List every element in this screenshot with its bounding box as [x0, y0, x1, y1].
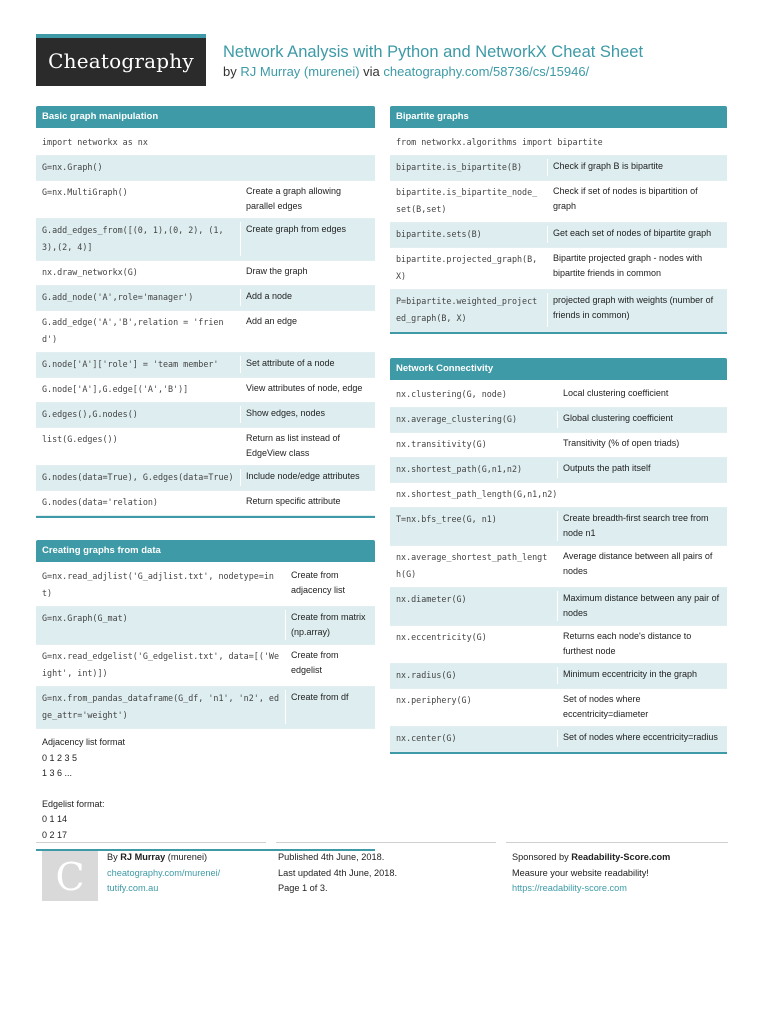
cheatography-logo[interactable] [36, 34, 206, 86]
code-snippet: nx.radius(G) [396, 670, 457, 680]
table-row [36, 353, 375, 378]
code-description: Include node/edge attributes [240, 469, 375, 486]
author-avatar [42, 851, 98, 901]
edgelist-format-line: 0 2 17 [42, 829, 68, 840]
table-row [36, 261, 375, 286]
code-description: Local clustering coefficient [557, 386, 727, 403]
section-rows [390, 380, 727, 752]
table-row [390, 383, 727, 408]
code-snippet: G.nodes(data=True), G.edges(data=True) [42, 472, 234, 482]
code-snippet: G.nodes(data='relation) [42, 497, 158, 507]
footer-author-name: RJ Murray [120, 852, 166, 862]
table-row [36, 428, 375, 466]
table-row [36, 466, 375, 491]
footer-divider [506, 842, 728, 843]
code-snippet: P=bipartite.weighted_projected_graph(B, X) [396, 296, 538, 323]
code-description: Add an edge [240, 314, 375, 348]
code-snippet: nx.center(G) [396, 733, 457, 743]
section-title: Creating graphs from data [36, 540, 375, 562]
table-row [390, 181, 727, 223]
code-snippet: G.add_edges_from([(0, 1),(0, 2), (1, 3),(2, 4)] [42, 225, 224, 252]
section-creating-graphs [36, 540, 375, 851]
section-rows [36, 128, 375, 516]
table-row [390, 458, 727, 483]
code-snippet: bipartite.sets(B) [396, 229, 482, 239]
code-snippet: nx.periphery(G) [396, 695, 472, 705]
code-description: Show edges, nodes [240, 406, 375, 423]
sponsor-tagline: Measure your website readability! [512, 867, 649, 878]
table-row [390, 588, 727, 626]
section-rows [390, 128, 727, 332]
code-description: Return as list instead of EdgeView class [240, 431, 375, 461]
section-title: Bipartite graphs [390, 106, 727, 128]
code-description: Create from matrix (np.array) [285, 610, 375, 640]
table-row [36, 491, 375, 516]
table-row [390, 508, 727, 546]
table-row [390, 689, 727, 727]
table-row [36, 378, 375, 403]
code-description: Create breadth-first search tree from node n1 [557, 511, 727, 541]
table-row [390, 248, 727, 290]
edgelist-format-title: Edgelist format: [42, 798, 105, 809]
code-description: projected graph with weights (number of friends in common) [547, 293, 727, 327]
code-description: Average distance between all pairs of nodes [557, 549, 727, 583]
logo-text: Cheatography [48, 49, 194, 73]
code-snippet: import networkx as nx [42, 137, 148, 147]
code-description: Global clustering coefficient [557, 411, 727, 428]
table-row [390, 483, 727, 508]
table-row [36, 607, 375, 645]
code-snippet: bipartite.is_bipartite_node_set(B,set) [396, 187, 538, 214]
code-snippet: G=nx.read_adjlist('G_adjlist.txt', nodetype=int) [42, 571, 274, 598]
table-row [36, 131, 375, 156]
code-snippet: nx.average_clustering(G) [396, 414, 518, 424]
code-snippet: G.node['A']['role'] = 'team member' [42, 359, 219, 369]
page-number: Page 1 of 3. [278, 883, 328, 893]
table-row [390, 664, 727, 689]
code-snippet: nx.average_shortest_path_length(G) [396, 552, 548, 579]
code-description: Minimum eccentricity in the graph [557, 667, 727, 684]
table-row [390, 408, 727, 433]
sponsored-by-label: Sponsored by [512, 852, 569, 862]
published-date: Published 4th June, 2018. [278, 852, 385, 862]
author-link[interactable]: RJ Murray (murenei) [240, 64, 360, 79]
code-description: View attributes of node, edge [240, 381, 375, 398]
section-title: Basic graph manipulation [36, 106, 375, 128]
code-description: Set of nodes where eccentricity=diameter [557, 692, 727, 722]
sheet-url-link[interactable]: cheatography.com/58736/cs/15946/ [383, 64, 590, 79]
byline-by: by [223, 64, 237, 79]
code-snippet: bipartite.is_bipartite(B) [396, 162, 523, 172]
code-snippet: G.edges(),G.nodes() [42, 409, 138, 419]
code-snippet: G.add_node('A',role='manager') [42, 292, 194, 302]
code-description: Create from adjacency list [285, 568, 375, 602]
code-snippet: G=nx.Graph(G_mat) [42, 613, 128, 623]
code-description: Set of nodes where eccentricity=radius [557, 730, 727, 747]
code-snippet: nx.transitivity(G) [396, 439, 487, 449]
table-row [390, 727, 727, 752]
code-description: Get each set of nodes of bipartite graph [547, 226, 727, 243]
adjacency-format-line: 0 1 2 3 5 [42, 752, 78, 763]
table-row [390, 546, 727, 588]
adjacency-format-title: Adjacency list format [42, 737, 126, 747]
adjacency-format-line: 1 3 6 ... [42, 768, 73, 778]
code-snippet: nx.shortest_path_length(G,n1,n2) [396, 489, 558, 499]
table-row [36, 687, 375, 729]
code-snippet: G.node['A'],G.edge[('A','B')] [42, 384, 189, 394]
table-row [390, 433, 727, 458]
code-description: Check if graph B is bipartite [547, 159, 727, 176]
format-notes [36, 729, 375, 849]
edgelist-format-line: 0 1 14 [42, 814, 68, 824]
table-row [390, 156, 727, 181]
table-row [390, 290, 727, 332]
table-row [36, 286, 375, 311]
code-description: Create from edgelist [285, 648, 375, 682]
section-network-connectivity [390, 358, 727, 754]
code-snippet: G=nx.read_edgelist('G_edgelist.txt', data=[('Weight', int)]) [42, 651, 279, 678]
table-row [390, 131, 727, 156]
code-snippet: bipartite.projected_graph(B, X) [396, 254, 538, 281]
footer-author-link[interactable]: cheatography.com/murenei/ [107, 867, 221, 878]
code-description: Create graph from edges [240, 222, 375, 256]
footer-author-site-link[interactable]: tutify.com.au [107, 883, 159, 893]
code-description: Outputs the path itself [557, 461, 727, 478]
code-snippet: nx.clustering(G, node) [396, 389, 507, 399]
code-snippet: G.add_edge('A','B',relation = 'friend') [42, 317, 224, 344]
code-description: Check if set of nodes is bipartition of graph [547, 184, 727, 218]
table-row [36, 156, 375, 181]
table-row [36, 181, 375, 219]
page-title: Network Analysis with Python and NetworkX Cheat Sheet [223, 43, 644, 61]
section-basic-graph-manipulation [36, 106, 375, 518]
code-description: Add a node [240, 289, 375, 306]
code-snippet: from networkx.algorithms import bipartite [396, 137, 603, 147]
footer-publish-info [278, 850, 397, 897]
avatar-letter: C [55, 855, 85, 899]
section-bipartite-graphs [390, 106, 727, 334]
table-row [36, 219, 375, 261]
code-description: Return specific attribute [240, 494, 375, 511]
table-row [390, 626, 727, 664]
table-row [36, 565, 375, 607]
section-rows [36, 562, 375, 729]
footer-by: By [107, 852, 118, 862]
table-row [36, 403, 375, 428]
code-snippet: nx.shortest_path(G,n1,n2) [396, 464, 523, 474]
table-row [36, 311, 375, 353]
byline [223, 64, 589, 79]
code-snippet: G=nx.Graph() [42, 162, 103, 172]
table-row [36, 645, 375, 687]
section-title: Network Connectivity [390, 358, 727, 380]
footer-author [107, 850, 220, 897]
code-snippet: nx.diameter(G) [396, 594, 467, 604]
code-description: Set attribute of a node [240, 356, 375, 373]
code-snippet: T=nx.bfs_tree(G, n1) [396, 514, 497, 524]
updated-date: Last updated 4th June, 2018. [278, 867, 398, 878]
code-snippet: nx.eccentricity(G) [396, 632, 487, 642]
footer-sponsor [512, 850, 670, 897]
table-row [390, 223, 727, 248]
code-description: Returns each node's distance to furthest node [557, 629, 727, 659]
code-snippet: G=nx.MultiGraph() [42, 187, 128, 197]
code-snippet: nx.draw_networkx(G) [42, 267, 138, 277]
code-description: Draw the graph [240, 264, 375, 281]
footer-divider [36, 842, 266, 843]
footer-divider [276, 842, 496, 843]
code-snippet: list(G.edges()) [42, 434, 118, 444]
byline-via: via [363, 64, 380, 79]
code-description: Maximum distance between any pair of nodes [557, 591, 727, 621]
sponsor-name: Readability-Score.com [571, 852, 671, 862]
code-description: Create from df [285, 690, 375, 724]
footer-author-handle: (murenei) [167, 852, 208, 862]
sponsor-link[interactable]: https://readability-score.com [512, 883, 627, 893]
code-snippet: G=nx.from_pandas_dataframe(G_df, 'n1', 'n2', edge_attr='weight') [42, 693, 279, 720]
code-description: Transitivity (% of open triads) [557, 436, 727, 453]
code-description: Create a graph allowing parallel edges [240, 184, 375, 214]
code-description: Bipartite projected graph - nodes with bipartite friends in common [547, 251, 727, 285]
